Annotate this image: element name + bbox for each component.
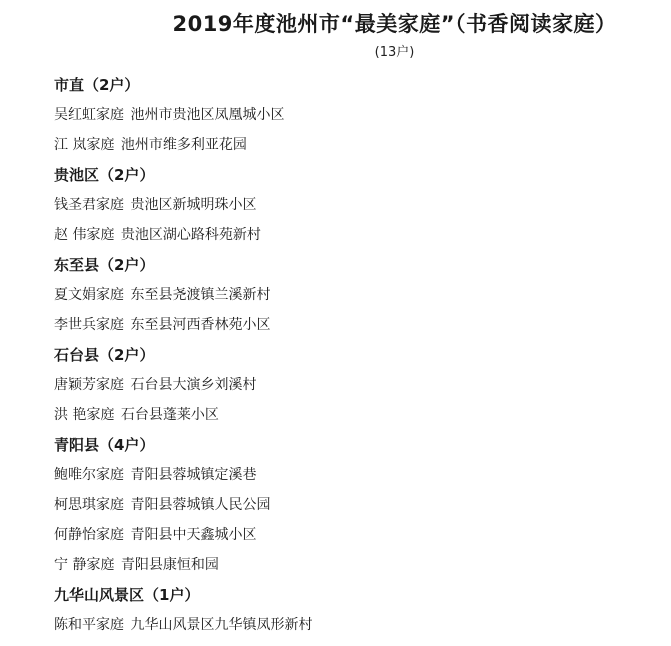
- family-address: 九华山风景区九华镇凤形新村: [130, 617, 313, 633]
- family-address: 石台县蓬莱小区: [120, 407, 219, 423]
- family-address: 青阳县康恒和园: [120, 557, 219, 573]
- district-heading: 九华山风景区（1户）: [54, 586, 200, 604]
- list-item: [54, 310, 654, 340]
- family-address: 青阳县蓉城镇人民公园: [130, 497, 271, 513]
- district-heading: 青阳县（4户）: [54, 436, 155, 454]
- family-name: 陈和平家庭: [54, 617, 124, 633]
- list-item: [54, 460, 654, 490]
- family-name: 鲍唯尔家庭: [54, 467, 124, 483]
- family-name: 李世兵家庭: [54, 317, 124, 333]
- district-heading: 贵池区（2户）: [54, 166, 155, 184]
- family-name: 江 岚家庭: [54, 137, 115, 153]
- list-item: [54, 490, 654, 520]
- list-item: [54, 610, 654, 640]
- list-item: [54, 400, 654, 430]
- district-heading: 石台县（2户）: [54, 346, 155, 364]
- family-address: 东至县尧渡镇兰溪新村: [130, 287, 271, 303]
- family-name: 洪 艳家庭: [54, 407, 115, 423]
- family-list: [54, 70, 654, 640]
- list-item: [54, 100, 654, 130]
- family-name: 钱圣君家庭: [54, 197, 124, 213]
- page-subtitle: (13户): [374, 45, 415, 60]
- list-item: [54, 280, 654, 310]
- district-heading: 市直（2户）: [54, 76, 140, 94]
- family-address: 贵池区湖心路科苑新村: [120, 227, 261, 243]
- list-item: [54, 520, 654, 550]
- family-address: 青阳县蓉城镇定溪巷: [130, 467, 257, 483]
- list-item: [54, 190, 654, 220]
- family-name: 何静怡家庭: [54, 527, 124, 543]
- district-heading: 东至县（2户）: [54, 256, 155, 274]
- family-address: 池州市维多利亚花园: [120, 137, 247, 153]
- family-address: 青阳县中天鑫城小区: [130, 527, 257, 543]
- family-name: 吴红虹家庭: [54, 107, 124, 123]
- list-item: [54, 220, 654, 250]
- family-address: 池州市贵池区凤凰城小区: [130, 107, 285, 123]
- family-address: 贵池区新城明珠小区: [130, 197, 257, 213]
- list-item: [54, 550, 654, 580]
- family-name: 赵 伟家庭: [54, 227, 115, 243]
- family-name: 夏文娟家庭: [54, 287, 124, 303]
- page-title: 2019年度池州市“最美家庭”（书香阅读家庭）: [172, 12, 617, 36]
- list-item: [54, 130, 654, 160]
- family-name: 柯思琪家庭: [54, 497, 124, 513]
- family-name: 宁 静家庭: [54, 557, 115, 573]
- family-name: 唐颖芳家庭: [54, 377, 124, 393]
- list-item: [54, 370, 654, 400]
- family-address: 石台县大演乡刘溪村: [130, 377, 257, 393]
- family-address: 东至县河西香林苑小区: [130, 317, 271, 333]
